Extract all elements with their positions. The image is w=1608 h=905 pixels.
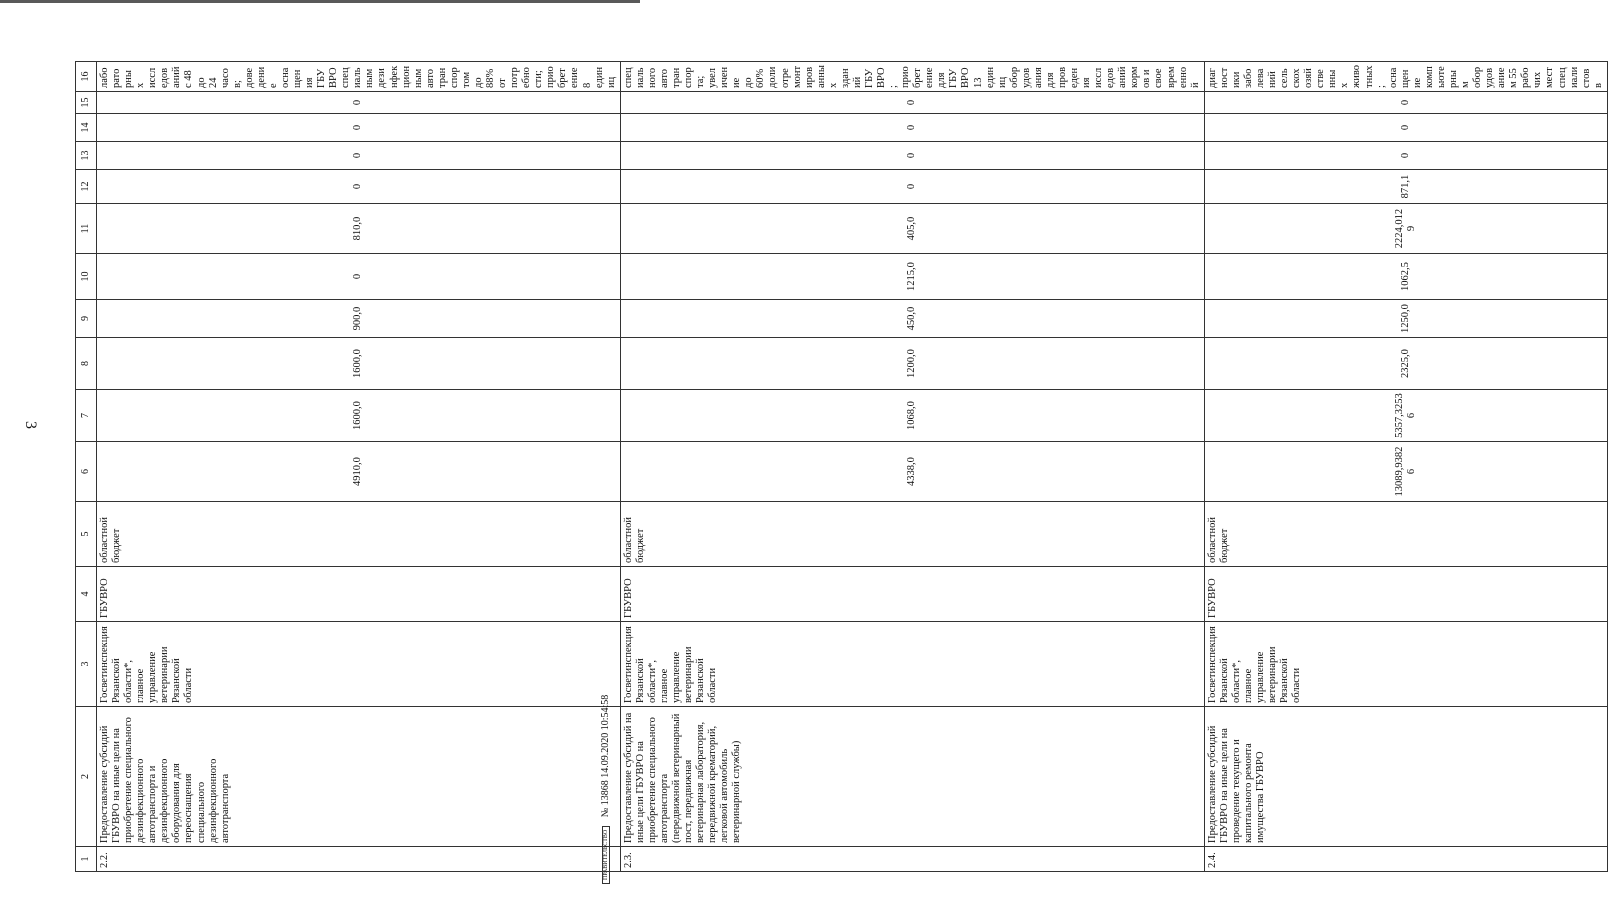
col-number: 15 (76, 92, 97, 114)
col-number: 8 (76, 338, 97, 390)
year-cell: 900,0 (97, 300, 621, 338)
year-cell: 0 (97, 92, 621, 114)
year-cell: 0 (1204, 92, 1607, 114)
row-number: 2.2. (97, 847, 621, 872)
col-number: 11 (76, 204, 97, 254)
year-cell: 450,0 (620, 300, 1204, 338)
year-cell: 0 (620, 142, 1204, 170)
source-cell: областной бюджет (620, 502, 1204, 567)
row-number: 2.4. (1204, 847, 1607, 872)
page-number: 3 (22, 421, 39, 429)
source-cell: областной бюджет (97, 502, 621, 567)
col-number: 13 (76, 142, 97, 170)
customer-cell: Госветинспекция Рязанской области*, главное управление ветеринарии Рязанской области (620, 622, 1204, 707)
program-activities-table (75, 61, 1608, 872)
year-cell: 0 (1204, 114, 1607, 142)
table-row (1204, 62, 1607, 872)
col-number: 14 (76, 114, 97, 142)
year-cell: 1062,5 (1204, 254, 1607, 300)
col-number: 4 (76, 567, 97, 622)
year-cell: 1250,0 (1204, 300, 1607, 338)
header-row (76, 62, 97, 872)
customer-cell: Госветинспекция Рязанской области*, главное управление ветеринарии Рязанской области (97, 622, 621, 707)
year-cell: 0 (1204, 142, 1607, 170)
col-number: 10 (76, 254, 97, 300)
year-cell: 1068,0 (620, 390, 1204, 442)
year-cell: 1600,0 (97, 390, 621, 442)
year-cell: 2224,0129 (1204, 204, 1607, 254)
executor-cell: ГБУВРО (1204, 567, 1607, 622)
customer-cell: Госветинспекция Рязанской области*, главное управление ветеринарии Рязанской области (1204, 622, 1607, 707)
col-number: 12 (76, 170, 97, 204)
year-cell: 0 (620, 170, 1204, 204)
executor-cell: ГБУВРО (97, 567, 621, 622)
total-cell: 13089,93826 (1204, 442, 1607, 502)
row-number: 2.3. (620, 847, 1204, 872)
rotated-table-container (75, 62, 1604, 872)
year-cell: 405,0 (620, 204, 1204, 254)
year-cell: 0 (97, 114, 621, 142)
total-cell: 4910,0 (97, 442, 621, 502)
activity-cell: Предоставление субсидий ГБУВРО на иные цели на проведение текущего и капитального ремонта имущества ГБУВРО (1204, 707, 1607, 847)
col-number: 2 (76, 707, 97, 847)
executor-cell: ГБУВРО (620, 567, 1204, 622)
col-number: 16 (76, 62, 97, 92)
activity-cell: Предоставление субсидий на иные цели ГБУВРО на приобретение специального автотранспорта (передвижной ветеринарный пост, передвижная ветеринарная лаборатория, передвижной крематорий, легковой автомобиль ветеринарной службы) (620, 707, 1204, 847)
year-cell: 0 (620, 92, 1204, 114)
table-row (97, 62, 621, 872)
year-cell: 1600,0 (97, 338, 621, 390)
col-number: 1 (76, 847, 97, 872)
source-cell: областной бюджет (1204, 502, 1607, 567)
year-cell: 1215,0 (620, 254, 1204, 300)
document-footer (600, 624, 611, 884)
total-cell: 4338,0 (620, 442, 1204, 502)
year-cell: 0 (97, 170, 621, 204)
top-border-line (0, 0, 640, 3)
col-number: 7 (76, 390, 97, 442)
year-cell: 2325,0 (1204, 338, 1607, 390)
year-cell: 0 (97, 254, 621, 300)
year-cell: 871,1 (1204, 170, 1607, 204)
year-cell: 810,0 (97, 204, 621, 254)
table-row (620, 62, 1204, 872)
year-cell: 0 (620, 114, 1204, 142)
year-cell: 0 (97, 142, 621, 170)
col-number: 6 (76, 442, 97, 502)
result-cell: лабораторных исследований с 48 до 24 часов; доведение оснащения ГБУВРО специальным дезинфекционным автотранспортом до 88% от потребности; приобретение 8 единиц (97, 62, 621, 92)
year-cell: 5357,32536 (1204, 390, 1607, 442)
col-number: 3 (76, 622, 97, 707)
result-cell: специального автотранспорта; увеличение до 60% доли отремонтированных зданий ГБУВРО; приобретение для ГБУВРО 13 единиц оборудования для проведения исследований кормов и своевременной (620, 62, 1204, 92)
document-id: № 13868 14.09.2020 10:54:58 (600, 694, 611, 818)
col-number: 5 (76, 502, 97, 567)
activity-cell: Предоставление субсидий ГБУВРО на иные цели на приобретение специального дезинфекционного автотранспорта и дезинфекционного оборудования для переоснащения специального дезинфекционного автотранспорта (97, 707, 621, 847)
result-cell: диагностики заболеваний сельскохозяйственных животных; оснащение компьютерным оборудованием 55 рабочих мест специалистов в (1204, 62, 1607, 92)
registration-stamp: ПРАВИТЕЛЬСТВО (602, 826, 610, 884)
col-number: 9 (76, 300, 97, 338)
year-cell: 1200,0 (620, 338, 1204, 390)
